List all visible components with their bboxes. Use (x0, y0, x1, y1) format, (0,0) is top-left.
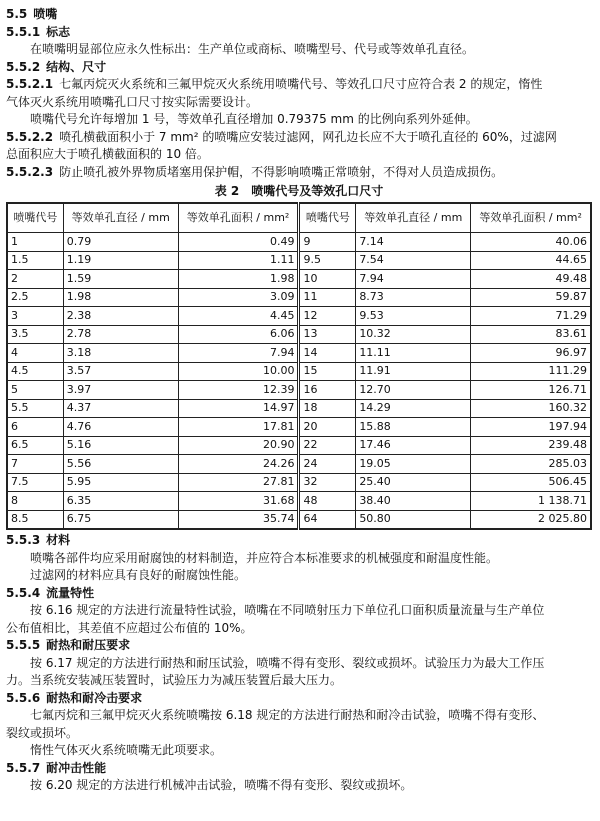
section-5-5-4-text: 按 6.16 规定的方法进行流量特性试验，喷嘴在不同喷射压力下单位孔口面积质量流量与生产单位 (30, 603, 545, 617)
table-cell: 5.16 (63, 436, 178, 455)
table-row (7, 288, 591, 307)
section-5-5-2-heading: 5.5.2 结构、尺寸 (6, 59, 107, 74)
header-area-2: 等效单孔面积 / mm² (471, 203, 591, 233)
section-5-5-2-2-text-cont: 总面积应大于喷孔横截面积的 10 倍。 (6, 147, 209, 161)
table-cell: 8.5 (7, 510, 63, 529)
table-cell: 14.97 (178, 399, 299, 418)
header-nozzle-code: 喷嘴代号 (7, 203, 63, 233)
table-cell: 6 (7, 418, 63, 437)
section-5-5-3-text: 喷嘴各部件均应采用耐腐蚀的材料制造，并应符合本标准要求的机械强度和耐温度性能。 (30, 550, 499, 565)
table-cell: 7.14 (356, 233, 471, 252)
table-cell: 3.18 (63, 344, 178, 363)
section-5-5-3-text-2: 过滤网的材料应具有良好的耐腐蚀性能。 (30, 568, 247, 582)
table-cell: 4.45 (178, 307, 299, 326)
table-cell: 16 (299, 381, 356, 400)
table-cell: 83.61 (471, 325, 591, 344)
table-cell: 3.97 (63, 381, 178, 400)
section-5-5-2-1-text-cont: 气体灭火系统用喷嘴孔口尺寸按实际需要设计。 (6, 94, 259, 109)
section-5-5-5-heading: 5.5.5 耐热和耐压要求 (6, 638, 131, 652)
table-cell: 59.87 (471, 288, 591, 307)
table-row (7, 455, 591, 474)
table-cell: 12.70 (356, 381, 471, 400)
table-cell: 9.5 (299, 251, 356, 270)
table-cell: 8 (7, 492, 63, 511)
table-cell: 40.06 (471, 233, 591, 252)
table-cell: 6.06 (178, 325, 299, 344)
table-cell: 24 (299, 455, 356, 474)
table-cell: 12.39 (178, 381, 299, 400)
table-row (7, 510, 591, 529)
table-cell: 2.78 (63, 325, 178, 344)
section-5-5-6-heading: 5.5.6 耐热和耐冷击要求 (6, 690, 143, 705)
table-cell: 5 (7, 381, 63, 400)
table-cell: 2.5 (7, 288, 63, 307)
section-5-5-6-text: 七氟丙烷和三氟甲烷灭火系统喷嘴按 6.18 规定的方法进行耐热和耐冷击试验，喷嘴不得有变形、 (30, 708, 545, 722)
table-cell: 1.98 (178, 270, 299, 289)
table-cell: 19.05 (356, 455, 471, 474)
nozzle-size-table (6, 202, 592, 530)
table-cell: 20.90 (178, 436, 299, 455)
table-row (7, 307, 591, 326)
table-cell: 506.45 (471, 473, 591, 492)
table-cell: 7.5 (7, 473, 63, 492)
table-cell: 9.53 (356, 307, 471, 326)
table-cell: 0.79 (63, 233, 178, 252)
table-cell: 6.5 (7, 436, 63, 455)
table-row (7, 381, 591, 400)
table-cell: 0.49 (178, 233, 299, 252)
table-cell: 17.81 (178, 418, 299, 437)
table-cell: 27.81 (178, 473, 299, 492)
table-cell: 8.73 (356, 288, 471, 307)
table-cell: 3.57 (63, 362, 178, 381)
section-5-5-5-text: 按 6.17 规定的方法进行耐热和耐压试验，喷嘴不得有变形、裂纹或损坏。试验压力为最大工作压 (30, 655, 545, 670)
section-5-5-1-text: 在喷嘴明显部位应永久性标出：生产单位或商标、喷嘴型号、代号或等效单孔直径。 (30, 42, 475, 56)
table-cell: 14 (299, 344, 356, 363)
section-5-5-6-text-cont: 裂纹或损坏。 (6, 725, 79, 740)
table-row (7, 418, 591, 437)
table-cell: 4.5 (7, 362, 63, 381)
table-cell: 20 (299, 418, 356, 437)
table-row (7, 344, 591, 363)
table-cell: 1.19 (63, 251, 178, 270)
table-cell: 126.71 (471, 381, 591, 400)
table-cell: 7.54 (356, 251, 471, 270)
header-nozzle-code-2: 喷嘴代号 (299, 203, 356, 233)
table-cell: 11.11 (356, 344, 471, 363)
section-5-5-2-1-extension: 喷嘴代号允许每增加 1 号，等效单孔直径增加 0.79375 mm 的比例向系列外延伸。 (30, 112, 478, 126)
table-cell: 24.26 (178, 455, 299, 474)
table-cell: 35.74 (178, 510, 299, 529)
table-row (7, 399, 591, 418)
table-cell: 4.76 (63, 418, 178, 437)
table-cell: 197.94 (471, 418, 591, 437)
header-area: 等效单孔面积 / mm² (178, 203, 299, 233)
section-5-5-3-heading: 5.5.3 材料 (6, 533, 71, 547)
table-2-caption: 表 2 喷嘴代号及等效孔口尺寸 (214, 184, 384, 198)
table-cell: 38.40 (356, 492, 471, 511)
table-cell: 12 (299, 307, 356, 326)
table-cell: 10.00 (178, 362, 299, 381)
section-5-5-4-heading: 5.5.4 流量特性 (6, 585, 95, 600)
section-5-5-1-heading: 5.5.1 标志 (6, 24, 71, 39)
section-5-5-4-text-cont: 公布值相比，其差值不应超过公布值的 10%。 (6, 620, 253, 635)
table-cell: 50.80 (356, 510, 471, 529)
table-row (7, 270, 591, 289)
table-cell: 44.65 (471, 251, 591, 270)
section-5-5-6-text-3: 惰性气体灭火系统喷嘴无此项要求。 (30, 743, 223, 757)
table-cell: 22 (299, 436, 356, 455)
table-cell: 15 (299, 362, 356, 381)
table-cell: 17.46 (356, 436, 471, 455)
table-cell: 48 (299, 492, 356, 511)
table-cell: 4 (7, 344, 63, 363)
table-cell: 1.59 (63, 270, 178, 289)
table-row (7, 492, 591, 511)
table-cell: 285.03 (471, 455, 591, 474)
section-5-5-7-text: 按 6.20 规定的方法进行机械冲击试验，喷嘴不得有变形、裂纹或损坏。 (30, 778, 413, 792)
table-row (7, 473, 591, 492)
table-cell: 5.56 (63, 455, 178, 474)
table-cell: 49.48 (471, 270, 591, 289)
table-cell: 31.68 (178, 492, 299, 511)
table-cell: 18 (299, 399, 356, 418)
table-cell: 6.35 (63, 492, 178, 511)
table-cell: 2 (7, 270, 63, 289)
section-5-5-2-3-text: 5.5.2.3 防止喷孔被外界物质堵塞用保护帽，不得影响喷嘴正常喷射，不得对人员造成损伤。 (6, 164, 504, 179)
table-cell: 2 025.80 (471, 510, 591, 529)
table-cell: 14.29 (356, 399, 471, 418)
table-cell: 3 (7, 307, 63, 326)
table-cell: 10 (299, 270, 356, 289)
table-cell: 6.75 (63, 510, 178, 529)
table-cell: 1 138.71 (471, 492, 591, 511)
table-cell: 160.32 (471, 399, 591, 418)
table-cell: 1.98 (63, 288, 178, 307)
table-row (7, 362, 591, 381)
section-5-5-7-heading: 5.5.7 耐冲击性能 (6, 760, 107, 775)
table-cell: 239.48 (471, 436, 591, 455)
table-cell: 25.40 (356, 473, 471, 492)
table-cell: 3.5 (7, 325, 63, 344)
table-row (7, 233, 591, 252)
section-5-5-2-1-text: 5.5.2.1 七氟丙烷灭火系统和三氟甲烷灭火系统用喷嘴代号、等效孔口尺寸应符合表 2 的规定，惰性 (6, 77, 543, 91)
table-cell: 5.5 (7, 399, 63, 418)
table-cell: 9 (299, 233, 356, 252)
table-cell: 1 (7, 233, 63, 252)
header-diameter: 等效单孔直径 / mm (63, 203, 178, 233)
table-row (7, 251, 591, 270)
table-header-row (7, 203, 591, 233)
table-cell: 32 (299, 473, 356, 492)
table-cell: 4.37 (63, 399, 178, 418)
header-diameter-2: 等效单孔直径 / mm (356, 203, 471, 233)
table-cell: 1.5 (7, 251, 63, 270)
table-cell: 3.09 (178, 288, 299, 307)
table-cell: 11.91 (356, 362, 471, 381)
table-cell: 2.38 (63, 307, 178, 326)
table-row (7, 436, 591, 455)
table-cell: 64 (299, 510, 356, 529)
table-cell: 7.94 (356, 270, 471, 289)
table-cell: 1.11 (178, 251, 299, 270)
table-row (7, 325, 591, 344)
table-cell: 5.95 (63, 473, 178, 492)
section-5-5-heading: 5.5 喷嘴 (6, 7, 58, 21)
table-cell: 111.29 (471, 362, 591, 381)
section-5-5-5-text-cont: 力。当系统安装减压装置时，试验压力为减压装置后最大压力。 (6, 673, 343, 687)
table-cell: 10.32 (356, 325, 471, 344)
table-cell: 71.29 (471, 307, 591, 326)
section-5-5-2-2-text: 5.5.2.2 喷孔横截面积小于 7 mm² 的喷嘴应安装过滤网，网孔边长应不大于喷孔直径的 60%，过滤网 (6, 129, 557, 144)
table-cell: 15.88 (356, 418, 471, 437)
table-cell: 13 (299, 325, 356, 344)
table-cell: 7.94 (178, 344, 299, 363)
table-cell: 11 (299, 288, 356, 307)
table-cell: 96.97 (471, 344, 591, 363)
table-cell: 7 (7, 455, 63, 474)
table-body (7, 233, 591, 530)
